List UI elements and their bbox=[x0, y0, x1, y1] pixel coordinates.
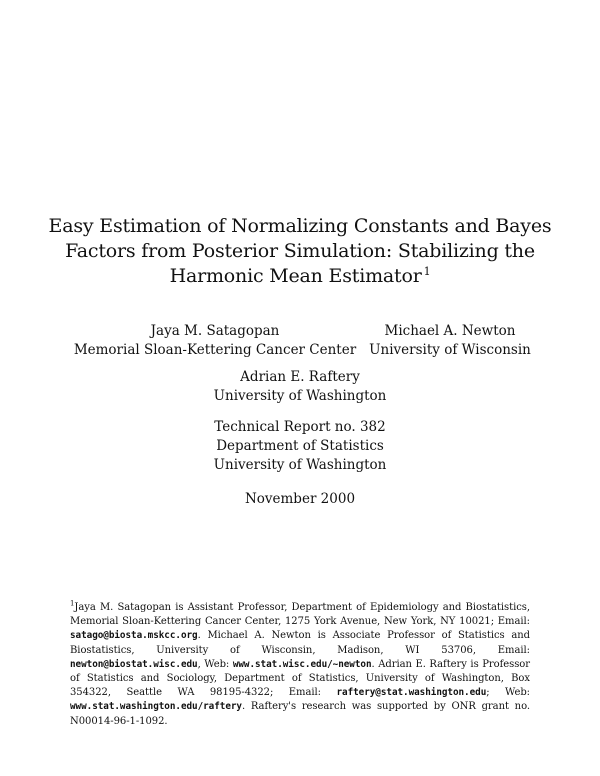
email-raftery[interactable]: raftery@stat.washington.edu bbox=[336, 687, 487, 699]
report-department: Department of Statistics bbox=[216, 438, 384, 454]
web-newton[interactable]: www.stat.wisc.edu/~newton bbox=[232, 658, 372, 670]
report-university: University of Washington bbox=[213, 457, 387, 473]
author-newton bbox=[350, 322, 550, 360]
title-line-2: Factors from Posterior Simulation: Stabilizing the bbox=[65, 240, 535, 262]
author-affiliation: University of Wisconsin bbox=[369, 342, 531, 358]
title-line-3 bbox=[40, 264, 560, 289]
footnote-text-2: . Michael A. Newton is Associate Professor of Statistics and Biostatistics, University of Wisconsin, Madison, WI 53706, Email: bbox=[70, 630, 530, 656]
author-name: Jaya M. Satagopan bbox=[150, 323, 280, 339]
title-line-3-text: Harmonic Mean Estimator bbox=[169, 265, 422, 287]
report-info bbox=[150, 418, 450, 475]
author-affiliation: University of Washington bbox=[213, 388, 387, 404]
email-newton[interactable]: newton@biostat.wisc.edu bbox=[70, 658, 198, 670]
footnote-text-3: , Web: bbox=[197, 658, 233, 670]
footnote-text-6: . Raftery's research was supported by ONR grant no. N00014-96-1-1092. bbox=[70, 701, 530, 727]
footnote-text-4: . Adrian E. Raftery is Professor of Statistics and Sociology, Department of Statistics, University of Washington, Box 354322, Seattle WA 98195-4322; Email: bbox=[70, 658, 530, 699]
author-name: Adrian E. Raftery bbox=[240, 369, 360, 385]
title-line-1: Easy Estimation of Normalizing Constants and Bayes bbox=[48, 215, 552, 237]
footnote-text-1: Jaya M. Satagopan is Assistant Professor, Department of Epidemiology and Biostatistics, Memorial Sloan-Kettering Cancer Center, 1275 York Avenue, New York, NY 10021; Email: bbox=[70, 602, 530, 628]
report-number: Technical Report no. 382 bbox=[214, 419, 386, 435]
report-date: November 2000 bbox=[244, 491, 356, 507]
title-footnote-marker[interactable]: 1 bbox=[423, 264, 431, 278]
author-raftery bbox=[150, 368, 450, 406]
paper-title bbox=[40, 214, 560, 289]
author-satagopan bbox=[70, 322, 360, 360]
web-raftery[interactable]: www.stat.washington.edu/raftery bbox=[70, 701, 242, 713]
author-name: Michael A. Newton bbox=[384, 323, 516, 339]
authors-row bbox=[0, 322, 600, 362]
footnote-text-5: ; Web: bbox=[486, 687, 530, 699]
email-satagopan[interactable]: satago@biosta.mskcc.org bbox=[70, 630, 198, 642]
footnote bbox=[70, 601, 530, 729]
author-affiliation: Memorial Sloan-Kettering Cancer Center bbox=[73, 342, 357, 358]
footnote-marker: 1 bbox=[70, 599, 75, 608]
